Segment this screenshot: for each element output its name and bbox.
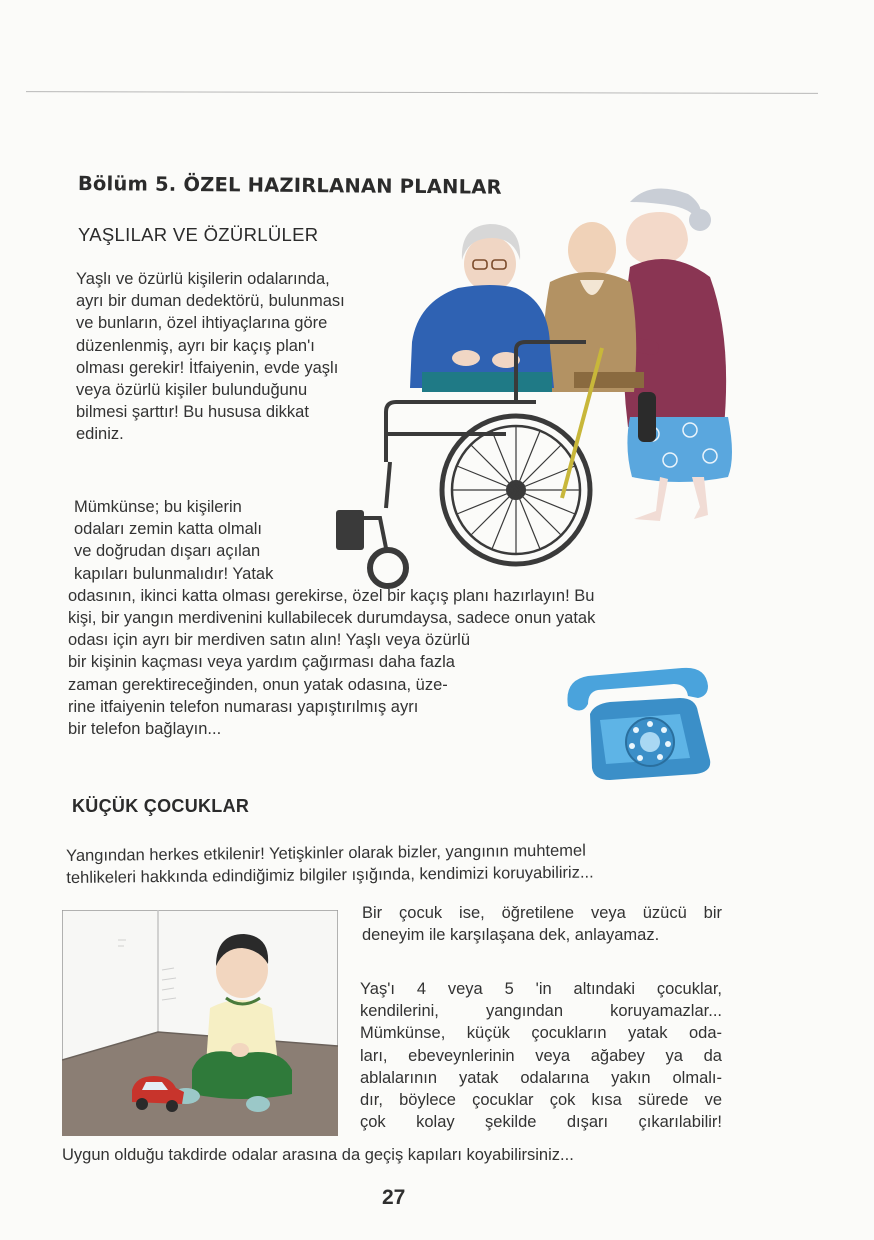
section-heading-elderly: YAŞLILAR VE ÖZÜRLÜLER — [78, 224, 319, 245]
paragraph-children-2: Yaş'ı 4 veya 5 'in altındaki çocuklar, kendilerini, yangından koruyamazlar... Mümkünse, küçük çocukların yatak oda- ları, ebeveynlerinin veya ağabey ya da ablalarının yatak odalarına yakın olmalı- dır, böylece çocuklar çok kısa sürede ve çok kolay şekilde dışarı çıkarılabilir! — [360, 980, 722, 1132]
header-rule — [26, 91, 818, 94]
paragraph-children-1-cont: Bir çocuk ise, öğretilene veya üzücü bir deneyim ile karşılaşana dek, anlayamaz. — [362, 904, 722, 945]
elders-wheelchair-illustration — [330, 172, 740, 592]
telephone-illustration — [560, 662, 720, 782]
seated-woman-figure — [410, 224, 554, 392]
paragraph-children-1: Yangından herkes etkilenir! Yetişkinler olarak bizler, yangının muhtemel tehlikeleri hakkında edindiğimiz bilgiler ışığında, kendimizi koruyabiliriz... — [66, 841, 594, 888]
section-heading-children: KÜÇÜK ÇOCUKLAR — [72, 796, 250, 816]
paragraph-elderly-2: Mümkünse; bu kişilerin odaları zemin katta olmalı ve doğrudan dışarı açılan kapıları bulunmalıdır! Yatak odasının, ikinci katta olması gerekirse, özel bir kaçış planı hazırlayın! Bu kişi, bir yangın merdivenini kullabilecek durumdaysa, sadece onun yatak odası için ayrı bir merdiven satın alın! Yaşlı veya özürlü bir kişinin kaçması veya yardım çağırması daha fazla zaman gerektireceğinden, onun yatak odasına, üze- rine itfaiyenin telefon numarası yapıştırılmış ayrı bir telefon bağlayın... — [68, 498, 596, 739]
paragraph-elderly-1: Yaşlı ve özürlü kişilerin odalarında, ayrı bir duman dedektörü, bulunması ve bunların, özel ihtiyaçlarına göre düzenlenmiş, ayrı bir kaçış plan'ı olması gerekir! İtfaiyenin, evde yaşlı veya özürlü kişiler bulunduğunu bilmesi şarttır! Bu hususa dikkat ediniz. — [76, 270, 345, 444]
paragraph-children-2-last: Uygun olduğu takdirde odalar arasına da geçiş kapıları koyabilirsiniz... — [62, 1146, 574, 1164]
page-number: 27 — [382, 1186, 406, 1209]
child-illustration — [62, 910, 338, 1136]
chapter-title: Bölüm 5. ÖZEL HAZIRLANAN PLANLAR — [77, 172, 502, 199]
